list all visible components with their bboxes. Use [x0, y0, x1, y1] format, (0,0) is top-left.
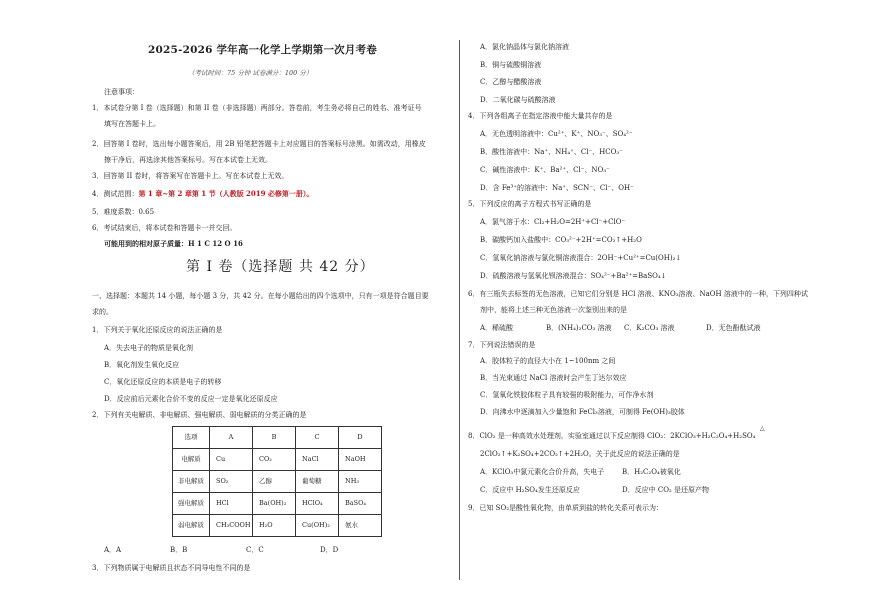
q7-option-d: D．向沸水中逐滴加入少量饱和 FeCl₃溶液，可制得 Fe(OH)₃胶体 [480, 408, 685, 416]
table-cell: 电解质 [173, 449, 210, 471]
table-cell: 乙醇 [253, 471, 296, 493]
table-header-cell: C [296, 427, 339, 449]
section-intro-line1: 一、选择题：本题共 14 小题，每小题 3 分，共 42 分。在每小题给出的四个选项中，只有一项是符合题目要 [92, 292, 429, 300]
q6-option-a: A．稀硫酸 [480, 324, 514, 332]
q5-option-d: D．硫酸溶液与氢氧化钡溶液混合：SO₄²⁻+Ba²⁺=BaSO₄↓ [480, 272, 667, 280]
q1-option-d: D．反应前后元素化合价不变的反应一定是氧化还原反应 [104, 395, 278, 403]
q1-option-c: C．氧化还原反应的本质是电子的转移 [104, 378, 222, 386]
classification-table [172, 426, 382, 537]
column-divider [459, 40, 460, 580]
q2-stem: 2．下列有关电解质、非电解质、强电解质、弱电解质的分类正确的是 [92, 411, 307, 419]
q7-stem: 7．下列说法错误的是 [468, 341, 536, 349]
table-header-cell: A [210, 427, 253, 449]
q8-option-c: C．反应中 H₂SO₄发生还原反应 [480, 486, 580, 494]
section-title: 第 I 卷（选择题 共 42 分） [186, 259, 375, 275]
table-row [173, 493, 382, 515]
notice-item-3: 3．回答第 II 卷时，将答案写在答题卡上。写在本试卷上无效。 [92, 172, 289, 180]
q9-stem: 9．已知 SO₂是酸性氧化物，由单质到盐的转化关系可表示为： [468, 504, 664, 512]
table-header-cell: B [253, 427, 296, 449]
notice-scope [92, 190, 313, 198]
table-cell: 强电解质 [173, 493, 210, 515]
table-cell: 非电解质 [173, 471, 210, 493]
section-intro-line2: 求的。 [92, 308, 113, 316]
notice-item-2a: 2．回答第 I 卷时，选出每小题答案后，用 2B 铅笔把答题卡上对应题目的答案标号涂黑。如需改动，用橡皮 [92, 140, 426, 148]
q5-option-b: B．碳酸钙加入盐酸中：CO₃²⁻+2H⁺=CO₂↑+H₂O [480, 236, 642, 244]
q1-option-a: A．失去电子的物质是氧化剂 [104, 344, 194, 352]
q3-option-a: A．氯化钠晶体与氯化钠溶液 [480, 43, 570, 51]
q8-option-d: D．反应中 CO₂ 是还原产物 [622, 486, 709, 494]
q1-stem: 1．下列关于氧化还原反应的说法正确的是 [92, 326, 223, 334]
table-cell: H₂O [253, 515, 296, 537]
q6-option-d: D．无色酚酞试液 [706, 324, 761, 332]
q7-option-a: A．胶体粒子的直径大小在 1~100nm 之间 [480, 357, 616, 365]
q3-stem: 3．下列物质属于电解质且状态不同导电性不同的是 [92, 564, 251, 572]
table-cell: 氨水 [339, 515, 382, 537]
table-row [173, 471, 382, 493]
q7-option-c: C．氢氧化铁胶体粒子具有较强的吸附能力，可作净水剂 [480, 391, 654, 399]
table-cell: Cu [210, 449, 253, 471]
table-cell: BaSO₄ [339, 493, 382, 515]
table-cell: Ba(OH)₂ [253, 493, 296, 515]
table-cell: NaCl [296, 449, 339, 471]
notice-difficulty: 5．难度系数：0.65 [92, 208, 155, 216]
notice-scope-label: 4．测试范围： [92, 190, 139, 198]
q4-option-a: A．无色透明溶液中：Cu²⁺、K⁺、NO₃⁻、SO₄²⁻ [480, 130, 633, 138]
heat-symbol: △ [760, 425, 765, 432]
q8-option-b: B．H₂C₂O₄被氧化 [622, 468, 681, 476]
q8-stem-line1: 8．ClO₂ 是一种高效水处理剂，实验室通过以下反应制得 ClO₂：2KClO₃+H₂C₂O₄+H₂SO₄ [468, 432, 756, 440]
q4-option-b: B．酸性溶液中：Na⁺、NH₄⁺、Cl⁻、HCO₃⁻ [480, 148, 623, 156]
table-cell: CO₂ [253, 449, 296, 471]
q8-stem-line2: 2ClO₂↑+K₂SO₄+2CO₂↑+2H₂O。关于此反应的说法正确的是 [480, 450, 680, 458]
table-cell: HCl [210, 493, 253, 515]
notice-item-2b: 擦干净后，再选涂其他答案标号。写在本试卷上无效。 [104, 156, 272, 164]
notice-end: 6．考试结束后，将本试卷和答题卡一并交回。 [92, 224, 237, 232]
atomic-masses: 可能用到的相对原子质量：H 1 C 12 O 16 [104, 239, 243, 248]
q4-option-c: C．碱性溶液中：K⁺、Ba²⁺、Cl⁻、NO₃⁻ [480, 166, 610, 174]
q6-stem-line1: 6．有三瓶失去标签的无色溶液，已知它们分别是 HCl 溶液、KNO₃溶液、NaOH 溶液中的一种，下列四种试 [468, 290, 808, 298]
q6-stem-line2: 剂中，能将上述三种无色溶液一次鉴别出来的是 [480, 306, 627, 314]
q5-option-c: C．氢氧化钠溶液与氯化铜溶液混合：2OH⁻+Cu²⁺=Cu(OH)₂↓ [480, 254, 682, 262]
table-row [173, 449, 382, 471]
exam-subtitle: （考试时间：75 分钟 试卷满分：100 分） [188, 69, 313, 77]
table-cell: SO₂ [210, 471, 253, 493]
table-cell: HClO₄ [296, 493, 339, 515]
table-cell: Cu(OH)₂ [296, 515, 339, 537]
q6-option-b: B．(NH₄)₂CO₃ 溶液 [546, 324, 612, 332]
table-cell: 弱电解质 [173, 515, 210, 537]
notice-item-1a: 1．本试卷分第 I 卷（选择题）和第 II 卷（非选择题）两部分。答卷前，考生务必将自己的姓名、准考证号 [92, 104, 422, 112]
table-cell: NaOH [339, 449, 382, 471]
q8-option-a: A．KClO₃中氯元素化合价升高，失电子 [480, 468, 605, 476]
notice-scope-value: 第 1 章~第 2 章第 1 节（人教版 2019 必修第一册）。 [138, 189, 314, 198]
q5-option-a: A．氯气溶于水：Cl₂+H₂O=2H⁺+Cl⁻+ClO⁻ [480, 218, 626, 226]
q3-option-b: B．铜与硫酸铜溶液 [480, 61, 542, 69]
q2-option-a: A．A [104, 546, 122, 554]
q5-stem: 5．下列反应的离子方程式书写正确的是 [468, 200, 592, 208]
exam-title: 2025-2026 学年高一化学上学期第一次月考卷 [148, 44, 377, 56]
table-cell: CH₃COOH [210, 515, 253, 537]
q2-option-d: D．D [320, 546, 339, 554]
table-row [173, 515, 382, 537]
q7-option-b: B．当光束通过 NaCl 溶液时会产生丁达尔效应 [480, 374, 627, 382]
table-header-row [173, 427, 382, 449]
q3-option-d: D．二氧化碳与硫酸溶液 [480, 96, 556, 104]
notice-item-1b: 填写在答题卡上。 [104, 120, 160, 128]
table-cell: 葡萄糖 [296, 471, 339, 493]
q1-option-b: B．氧化剂发生氧化反应 [104, 361, 180, 369]
table-cell: NH₃ [339, 471, 382, 493]
q6-option-c: C．K₂CO₃ 溶液 [624, 324, 675, 332]
table-header-cell: 选项 [173, 427, 210, 449]
table-header-cell: D [339, 427, 382, 449]
q2-option-b: B．B [170, 546, 188, 554]
notice-heading: 注意事项： [104, 88, 139, 96]
q2-option-c: C．C [246, 546, 264, 554]
q4-stem: 4．下列各组离子在指定溶液中能大量共存的是 [468, 112, 613, 120]
q4-option-d: D．含 Fe³⁺的溶液中：Na⁺、SCN⁻、Cl⁻、OH⁻ [480, 184, 634, 192]
q3-option-c: C．乙醇与醋酸溶液 [480, 78, 542, 86]
